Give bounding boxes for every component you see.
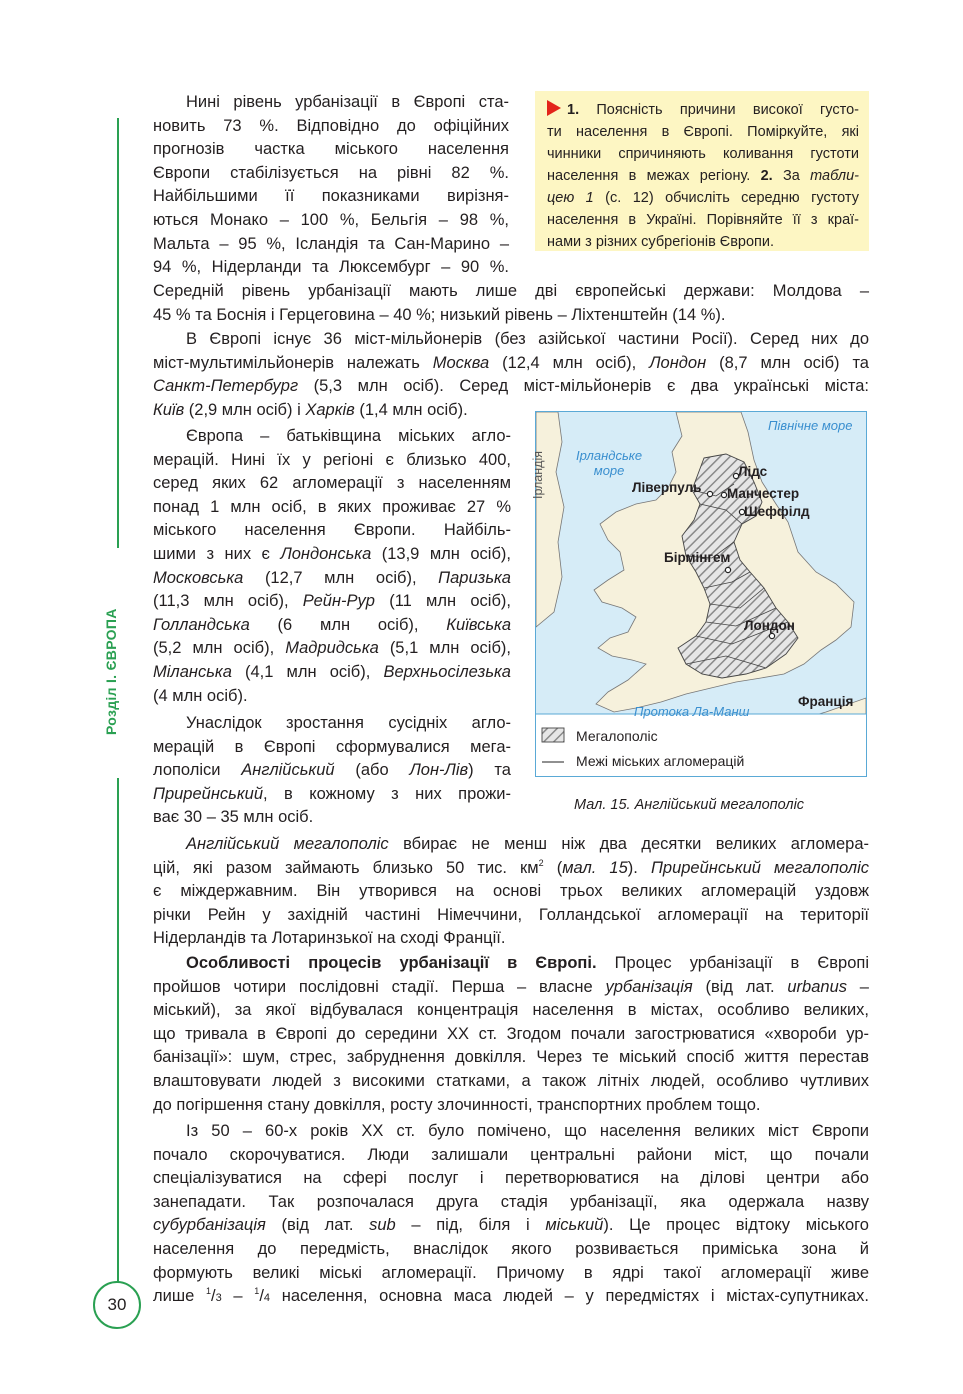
task-box: [535, 91, 869, 251]
text-span: (5,1 млн осіб),: [389, 639, 511, 658]
text-line: новить 73 %. Відповідно до офіційних: [153, 116, 509, 135]
text-span: лише: [153, 1287, 195, 1306]
text-span: ). Це процес відтоку міського: [603, 1216, 869, 1235]
megalopolis-name: Прирейнський мегалополіс: [650, 858, 870, 877]
agglomeration-name: Паризька: [438, 568, 511, 587]
text-span: міст-мультимільйонерів належать: [153, 353, 420, 372]
text-line: до погіршення стану довкілля, росту злочинності, транспортних проблем тощо.: [153, 1095, 761, 1114]
latin-term: sub: [369, 1216, 396, 1235]
map-label-north-sea: Північне море: [768, 418, 853, 433]
latin-term: urbanus: [787, 977, 848, 996]
text-span: (2,9 млн осіб) і: [188, 400, 301, 419]
text-span: цій, які разом займають близько 50 тис. км: [153, 858, 539, 877]
text-line: є міждержавним. Він утворився на основі трьох великих агломерацій уздовж: [153, 882, 869, 901]
paragraph-urbanization-level: [153, 91, 509, 280]
agglomeration-name: Голландська: [153, 615, 250, 634]
task-line: [547, 187, 859, 209]
fraction-slash: /: [259, 1287, 264, 1306]
text-line: (4 млн осіб).: [153, 686, 248, 705]
text-line: 94 %, Нідерланди та Люксембург – 90 %.: [153, 258, 509, 277]
task-line: [547, 165, 859, 187]
fraction-denominator: 4: [263, 1292, 271, 1305]
term: урбанізація: [605, 977, 693, 996]
text-line: що тривала в Європі до середини ХХ ст. Згодом почали загострюватися «хвороби ур-: [153, 1024, 869, 1043]
map-label-leeds: Лідс: [738, 464, 768, 479]
text-span: (: [556, 858, 563, 877]
text-span: (5,2 млн осіб),: [153, 639, 275, 658]
text-line: мерацій в Європі сформувалися мега-: [153, 737, 511, 756]
text-span: (13,9 млн осіб),: [381, 544, 511, 563]
legend-megalopolis-swatch: [542, 728, 564, 742]
task-line: ти населення в Європі. Поміркуйте, які: [547, 124, 859, 140]
text-line: Унаслідок зростання сусідніх агло-: [186, 714, 511, 732]
text-span: населення, основна маса людей – у передмістях і містах-супутниках.: [281, 1287, 869, 1306]
map-label-ireland: Ірландія: [531, 451, 545, 499]
task-reference: цею 1: [547, 190, 606, 206]
text-line: В Європі існує 36 міст-мільйонерів (без азійської частини Росії). Серед них до: [186, 330, 869, 348]
text-span: пройшов чотири послідовні стадії. Перша – власне: [153, 977, 593, 996]
text-line: Мальта – 95 %, Ісландія та Сан-Марино –: [153, 234, 509, 253]
text-span: –: [859, 977, 869, 996]
task-number: 1.: [567, 102, 580, 118]
text-span: (4,1 млн осіб),: [244, 662, 371, 681]
fraction-denominator: 3: [215, 1292, 222, 1305]
map-label-birmingham: Бірмінгем: [664, 550, 731, 565]
text-span: вбирає не менш ніж два десятки великих агломера-: [403, 835, 869, 853]
text-line: ває 30 – 35 млн осіб.: [153, 808, 314, 827]
map-label-sheffield: Шеффілд: [744, 504, 810, 519]
text-line: банізації»: шум, стрес, забруднення довкілля. Через те міський спосіб життя перестав: [153, 1048, 869, 1067]
text-line: мерацій. Нині їх у регіоні є близько 400,: [153, 450, 511, 469]
map-label-manchester: Манчестер: [727, 486, 800, 501]
megalopolis-name: Лон-Лів: [409, 761, 469, 780]
superscript: 2: [538, 857, 544, 868]
text-line: Із 50 – 60-х років ХХ ст. було помічено, що населення великих міст Європи: [186, 1122, 869, 1140]
text-line: 45 % та Боснія і Герцеговина – 40 %; низький рівень – Ліхтенштейн (14 %).: [153, 305, 726, 324]
text-span: (12,7 млн осіб),: [264, 568, 417, 587]
text-line: міського населення Європи. Найбіль-: [153, 521, 511, 540]
paragraph-megalopolises: [153, 712, 511, 830]
text-line: населення до передмість, внаслідок якого розвивається приміська зона й: [153, 1239, 869, 1258]
map-label-irish-sea: Ірландське море: [576, 448, 643, 478]
section-label: Розділ І. ЄВРОПА: [103, 608, 119, 735]
city-name: Київ: [153, 400, 185, 419]
text-line: Нідерландів та Лотаринзької на сході Франції.: [153, 929, 506, 948]
text-line: річки Рейн у західній частині Німеччини, Голландської агломерації на території: [153, 905, 869, 924]
megalopolis-name: Прирейнський: [153, 784, 263, 803]
agglomeration-name: Верхньосілезька: [383, 662, 511, 681]
agglomeration-name: Московська: [153, 568, 244, 587]
text-line: формують великі міські агломерації. Причому в ядрі такої агломерації живе: [153, 1263, 869, 1282]
legend-megalopolis-label: Мегалополіс: [576, 728, 658, 744]
map-label-channel: Протока Ла-Манш: [634, 704, 750, 719]
text-line: Європа – батьківщина міських агло-: [186, 427, 511, 445]
task-line: чинники спричиняють коливання густоти: [547, 146, 859, 162]
city-name: Харків: [305, 400, 355, 419]
text-span: (1,4 млн осіб).: [359, 400, 468, 419]
text-span: (11 млн осіб),: [389, 592, 511, 611]
text-span: (від лат.: [281, 1216, 354, 1235]
map-label-france: Франція: [798, 694, 854, 709]
text-line: ються Монако – 100 %, Бельгія – 98 %,: [153, 210, 509, 229]
task-line: нами з різних субрегіонів Європи.: [547, 234, 775, 250]
task-reference: табли-: [810, 168, 859, 184]
figure-caption: Мал. 15. Англійський мегалополіс: [574, 797, 805, 813]
term: субурбанізація: [153, 1216, 266, 1235]
city-name: Лондон: [649, 353, 707, 372]
section-heading: Особливості процесів урбанізації в Європі.: [186, 954, 597, 972]
agglomeration-name: Міланська: [153, 662, 232, 681]
term: міський: [545, 1216, 604, 1235]
fraction-slash: /: [210, 1287, 216, 1306]
text-span: (5,3 млн осіб). Серед міст-мільйонерів є два українські міста:: [313, 377, 869, 396]
text-span: ) та: [468, 761, 511, 780]
text-span: – під, біля і: [411, 1216, 530, 1235]
side-rule-top: [117, 118, 119, 548]
task-line: [567, 102, 859, 118]
paragraph-suburbanization: [153, 1120, 869, 1311]
text-span: населення в межах регіону.: [547, 168, 761, 184]
text-span: Процес урбанізації в Європі: [614, 954, 869, 972]
text-line: серед яких 62 агломерації з населенням: [153, 474, 511, 493]
agglomeration-name: Київська: [446, 615, 512, 634]
birmingham-point: [725, 567, 730, 572]
text-span: За: [772, 168, 811, 184]
text-span: , в кожному з них прожи-: [263, 784, 511, 803]
text-line: спеціалізуватися на сфері послуг і перетворюватися на ділові центри або: [153, 1169, 869, 1188]
figure-reference: мал. 15: [562, 858, 628, 877]
text-line: прогнозів частка міського населення: [153, 140, 509, 159]
play-arrow-icon: [547, 100, 561, 116]
text-span: (11,3 млн осіб),: [153, 592, 289, 611]
text-line: Нині рівень урбанізації в Європі ста-: [186, 93, 509, 111]
text-span: лополіси: [153, 761, 221, 780]
text-span: (с. 12) обчисліть середню густоту: [605, 190, 859, 206]
map-label-london: Лондон: [744, 618, 795, 633]
paragraph-urbanization-stages: [153, 952, 869, 1117]
paragraph-agglomerations: [153, 425, 511, 708]
task-line: населення в Україні. Порівняйте її з краї-: [547, 212, 859, 228]
text-span: (8,7 млн осіб) та: [719, 353, 869, 372]
text-line: влаштовувати людей з високими статками, а також літніх людей, особливо чутливих: [153, 1071, 869, 1090]
text-span: (12,4 млн осіб),: [502, 353, 637, 372]
megalopolis-name: Англійський мегалополіс: [186, 835, 389, 853]
side-rule-bottom: [117, 778, 119, 1283]
text-span: Поясність причини високої густо-: [579, 102, 859, 118]
text-line: Середній рівень урбанізації мають лише дві європейські держави: Молдова –: [153, 282, 869, 300]
city-name: Москва: [432, 353, 490, 372]
text-span: –: [233, 1287, 243, 1306]
fraction-numerator: 1: [254, 1286, 260, 1297]
text-line: Найбільшими її показниками вирізня-: [153, 187, 509, 206]
paragraph-urbanization-level-cont: [153, 280, 869, 327]
text-span: (від лат.: [705, 977, 775, 996]
london-point: [769, 633, 774, 638]
text-span: (або: [355, 761, 389, 780]
agglomeration-name: Мадридська: [285, 639, 379, 658]
text-span: (6 млн осіб),: [277, 615, 419, 634]
fraction-numerator: 1: [205, 1286, 211, 1297]
legend-boundaries-label: Межі міських агломерацій: [576, 753, 745, 769]
task-number: 2.: [760, 168, 773, 184]
text-line: міський), за якої відбувалася концентрація населення в містах, особливо великих,: [153, 1001, 869, 1020]
text-span: ).: [627, 858, 638, 877]
map-english-megalopolis: [531, 411, 867, 777]
text-line: почало скорочуватися. Люди залишали центральні райони міст, що почали: [153, 1145, 869, 1164]
agglomeration-name: Лондонська: [280, 544, 372, 563]
paragraph-english-megalopolis: [153, 833, 869, 951]
agglomeration-name: Рейн-Рур: [302, 592, 375, 611]
text-line: Європи стабілізується на рівні 82 %.: [153, 163, 509, 182]
megalopolis-name: Англійський: [241, 761, 335, 780]
city-name: Санкт-Петербург: [153, 377, 299, 396]
liverpool-point: [707, 491, 712, 496]
paragraph-million-cities: [153, 328, 869, 422]
text-span: шими з них є: [153, 544, 270, 563]
manchester-point: [721, 492, 726, 497]
text-line: занепадати. Так розпочалася друга стадія урбанізації, яка одержала назву: [153, 1192, 869, 1211]
page-number: 30: [93, 1281, 141, 1329]
text-line: понад 1 млн осіб, в яких проживає 27 %: [153, 497, 511, 516]
map-label-liverpool: Ліверпуль: [632, 480, 702, 495]
